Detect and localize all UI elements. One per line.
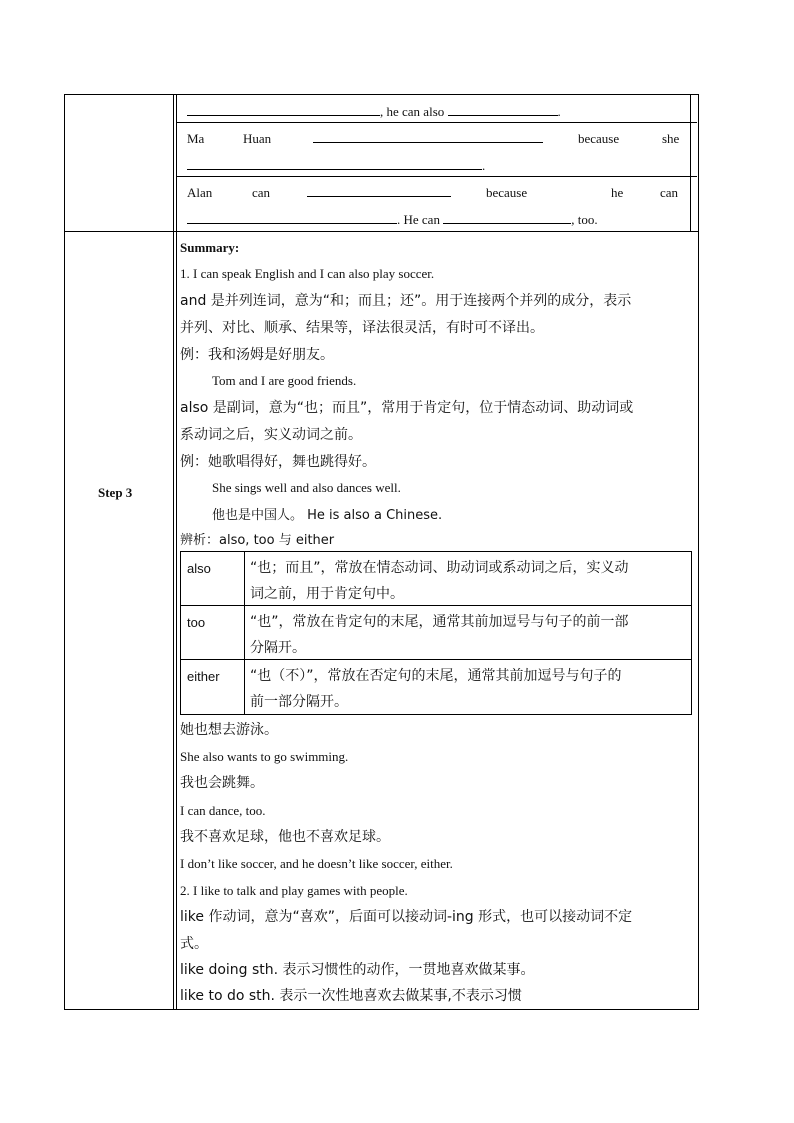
example-1-zh: 例：我和汤姆是好朋友。 — [180, 347, 334, 363]
fill-row-divider-1 — [176, 122, 697, 123]
fill-row-3-line2 — [187, 212, 598, 228]
answer-blank[interactable] — [307, 185, 451, 201]
fill-row-2-line2 — [187, 158, 485, 174]
compare-word-also: also — [187, 561, 211, 576]
summary-title: Summary: — [180, 240, 240, 255]
step-label: Step 3 — [98, 485, 133, 500]
fill-inner-right-border — [690, 94, 691, 231]
summary-sentence-2: 2. I like to talk and play games with people. — [180, 883, 408, 898]
fill-row-3-name: Alan — [187, 185, 213, 200]
compare-desc-also-1: “也；而且”，常放在情态动词、助动词或系动词之后，实义动 — [250, 560, 629, 576]
compare-heading: 辨析：also, too 与 either — [180, 533, 335, 548]
compare-word-too: too — [187, 615, 206, 630]
column-divider-inner — [176, 95, 177, 1009]
fill-row-3-too: , too. — [571, 212, 598, 227]
compare-table-col-divider — [244, 552, 245, 714]
example-4-en: She also wants to go swimming. — [180, 749, 349, 764]
example-5-zh: 我也会跳舞。 — [180, 775, 264, 791]
also-explanation-2: 系动词之后，实义动词之前。 — [180, 427, 362, 443]
example-2-zh: 例：她歌唱得好，舞也跳得好。 — [180, 454, 376, 470]
fill-row-2-because: because — [578, 131, 620, 146]
example-5-en: I can dance, too. — [180, 803, 266, 818]
fill-row-1-mid: , he can also — [380, 104, 445, 119]
summary-sentence-1: 1. I can speak English and I can also play soccer. — [180, 266, 435, 281]
fill-row-1-end: . — [557, 104, 561, 119]
like-doing-note: like doing sth. 表示习惯性的动作，一贯地喜欢做某事。 — [180, 962, 535, 978]
compare-desc-either-1: “也（不）”，常放在否定句的末尾，通常其前加逗号与句子的 — [250, 668, 622, 684]
compare-desc-also-2: 词之前，用于肯定句中。 — [250, 586, 404, 602]
fill-row-2-end: . — [482, 158, 486, 173]
example-6-zh: 我不喜欢足球，他也不喜欢足球。 — [180, 829, 390, 845]
compare-table-row-divider — [181, 605, 691, 606]
answer-blank[interactable] — [443, 212, 571, 224]
fill-row-divider-2 — [176, 176, 697, 177]
fill-row-3-can2: can — [660, 185, 679, 200]
compare-desc-too-1: “也”，常放在肯定句的末尾，通常其前加逗号与句子的前一部 — [250, 614, 629, 630]
example-2-en: She sings well and also dances well. — [212, 480, 401, 495]
also-explanation-1: also 是副词，意为“也；而且”，常用于肯定句，位于情态动词、助动词或 — [180, 400, 634, 416]
fill-row-3-because: because — [486, 185, 528, 200]
fill-row-2-she: she — [662, 131, 680, 146]
compare-desc-too-2: 分隔开。 — [250, 640, 306, 656]
and-explanation-1: and 是并列连词，意为“和；而且；还”。用于连接两个并列的成分，表示 — [180, 293, 632, 309]
compare-desc-either-2: 前一部分隔开。 — [250, 694, 348, 710]
example-6-en: I don’t like soccer, and he doesn’t like soccer, either. — [180, 856, 453, 871]
like-to-do-note: like to do sth. 表示一次性地喜欢去做某事,不表示习惯 — [180, 988, 522, 1004]
column-divider — [173, 95, 174, 1009]
compare-table-row-divider — [181, 659, 691, 660]
answer-blank[interactable] — [187, 158, 482, 170]
fill-row-3-he: he — [611, 185, 624, 200]
answer-blank[interactable] — [187, 212, 397, 224]
row-separator — [65, 231, 698, 232]
answer-blank[interactable] — [313, 131, 543, 147]
answer-blank[interactable] — [448, 104, 558, 116]
example-1-en: Tom and I are good friends. — [212, 373, 357, 388]
example-3: 他也是中国人。 He is also a Chinese. — [212, 508, 443, 523]
like-explanation-2: 式。 — [180, 936, 208, 952]
and-explanation-2: 并列、对比、顺承、结果等，译法很灵活，有时可不译出。 — [180, 320, 544, 336]
fill-row-2-name: Ma — [187, 131, 205, 146]
fill-row-1 — [187, 104, 561, 120]
fill-row-2-name2: Huan — [243, 131, 272, 146]
fill-row-3-he-can: . He can — [397, 212, 440, 227]
like-explanation-1: like 作动词，意为“喜欢”，后面可以接动词-ing 形式，也可以接动词不定 — [180, 909, 633, 925]
example-4-zh: 她也想去游泳。 — [180, 722, 278, 738]
answer-blank[interactable] — [187, 104, 380, 116]
compare-word-either: either — [187, 669, 220, 684]
fill-row-3-can: can — [252, 185, 271, 200]
